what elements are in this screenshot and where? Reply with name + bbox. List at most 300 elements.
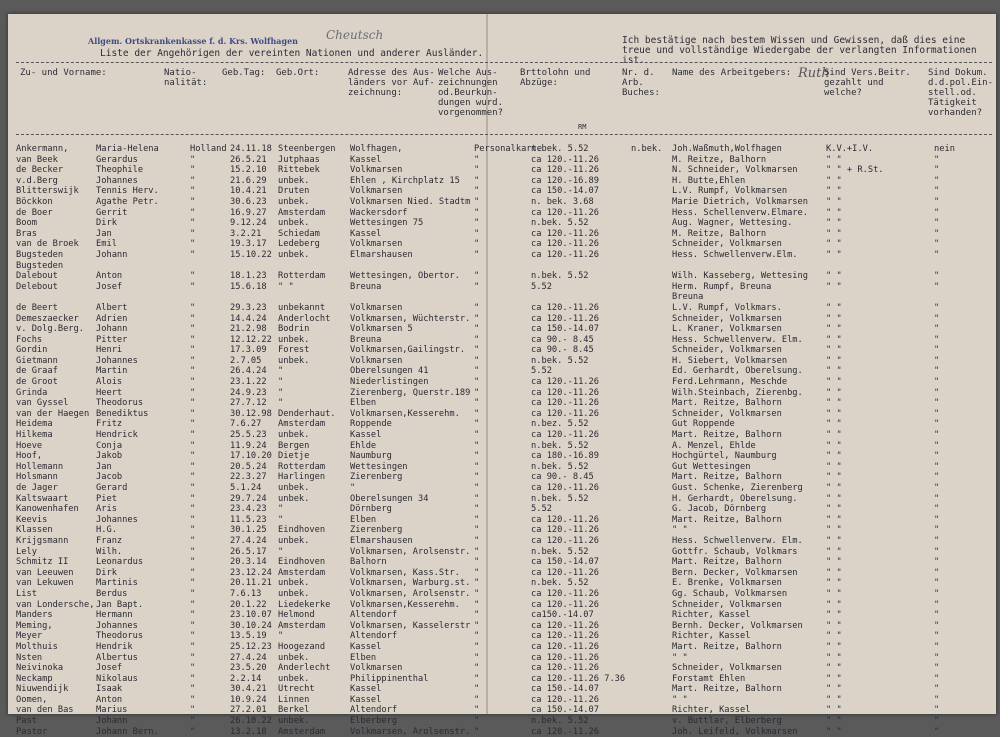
cell-documents: " bbox=[934, 345, 940, 356]
table-row bbox=[16, 483, 996, 494]
cell-address: Naumburg bbox=[350, 451, 392, 462]
cell-employer: L.V. Rumpf, Volkmarsen bbox=[672, 186, 788, 197]
cell-surname: de Beert bbox=[16, 302, 58, 313]
table-row bbox=[16, 589, 996, 600]
cell-surname: van Beek bbox=[16, 154, 58, 165]
cell-nationality: " bbox=[190, 408, 196, 419]
cell-nationality: " bbox=[190, 355, 196, 366]
cell-address: Wettesingen bbox=[350, 461, 408, 472]
cell-remarks: " bbox=[474, 673, 480, 684]
cell-employer: Schneider, Volkmarsen bbox=[672, 345, 782, 356]
cell-surname: Boom bbox=[16, 218, 37, 229]
cell-wage: 5.52 bbox=[531, 281, 552, 292]
cell-contributions: " " bbox=[826, 271, 842, 282]
cell-address: Volkmarsen bbox=[350, 165, 403, 176]
table-row bbox=[16, 324, 996, 335]
cell-wage: ca 150.-14.07 bbox=[531, 324, 599, 335]
cell-remarks: " bbox=[474, 207, 480, 218]
cell-employer: Mart. Reitze, Balhorn bbox=[672, 557, 782, 568]
cell-wage: n.bek. 5.52 bbox=[531, 578, 589, 589]
cell-remarks: " bbox=[474, 239, 480, 250]
cell-surname: Grinda bbox=[16, 387, 48, 398]
cell-wage: ca 120.-11.26 bbox=[531, 652, 599, 663]
cell-documents: " bbox=[934, 716, 940, 727]
cell-firstname: Agathe Petr. bbox=[96, 196, 159, 207]
cell-employer: Richter, Kassel bbox=[672, 705, 751, 716]
cell-contributions: " " bbox=[826, 398, 842, 409]
cell-birthdate: 12.12.22 bbox=[230, 334, 272, 345]
cell-firstname: Dirk bbox=[96, 218, 117, 229]
cell-address: Kassel bbox=[350, 641, 382, 652]
cell-remarks: " bbox=[474, 578, 480, 589]
cell-surname: van de Broek bbox=[16, 239, 79, 250]
cell-remarks: " bbox=[474, 726, 480, 737]
cell-wage: n.bek. 5.52 bbox=[531, 440, 589, 451]
cell-birthdate: 7.6.27 bbox=[230, 419, 262, 430]
cell-firstname: Johann bbox=[96, 324, 128, 335]
cell-surname: Keevis bbox=[16, 514, 48, 525]
cell-contributions: " " bbox=[826, 504, 842, 515]
cell-documents: " bbox=[934, 610, 940, 621]
cell-birthdate: 15.2.10 bbox=[230, 165, 267, 176]
table-row bbox=[16, 705, 996, 716]
cell-firstname: Martinis bbox=[96, 578, 138, 589]
cell-contributions: " " bbox=[826, 196, 842, 207]
cell-birthplace: Eindhoven bbox=[278, 525, 326, 536]
cell-nationality: " bbox=[190, 324, 196, 335]
cell-remarks: " bbox=[474, 366, 480, 377]
cell-birthplace: Schiedam bbox=[278, 228, 320, 239]
cell-remarks: " bbox=[474, 641, 480, 652]
cell-wage: ca 120.-11.26 bbox=[531, 726, 599, 737]
cell-remarks: " bbox=[474, 557, 480, 568]
cell-firstname: Anton bbox=[96, 271, 123, 282]
cell-firstname: Johann Bern. bbox=[96, 726, 159, 737]
cell-nationality: " bbox=[190, 196, 196, 207]
cell-documents: " bbox=[934, 324, 940, 335]
cell-nationality: " bbox=[190, 610, 196, 621]
cell-address: Wettesingen, Obertor. bbox=[350, 271, 460, 282]
cell-documents: " bbox=[934, 514, 940, 525]
cell-employer: G. Jacob, Dörnberg bbox=[672, 504, 767, 515]
cell-address: Wettesingen 75 bbox=[350, 218, 424, 229]
cell-address: Kassel bbox=[350, 684, 382, 695]
cell-wage: n.bek. 5.52 bbox=[531, 218, 589, 229]
table-row bbox=[16, 600, 996, 611]
cell-remarks: " bbox=[474, 694, 480, 705]
table-row bbox=[16, 462, 996, 473]
cell-remarks: " bbox=[474, 483, 480, 493]
cell-birthplace: Amsterdam bbox=[278, 620, 326, 631]
table-row bbox=[16, 239, 996, 250]
cell-surname: Lely bbox=[16, 546, 37, 557]
cell-nationality: " bbox=[190, 207, 196, 218]
cell-documents: " bbox=[934, 271, 940, 282]
cell-firstname: Gerardus bbox=[96, 154, 138, 165]
cell-birthplace: unbek. bbox=[278, 249, 310, 260]
cell-employer: Forstamt Ehlen bbox=[672, 673, 746, 684]
cell-contributions: K.V.+I.V. bbox=[826, 144, 874, 154]
cell-nationality: " bbox=[190, 620, 196, 631]
table-row bbox=[16, 663, 996, 674]
cell-remarks: " bbox=[474, 324, 480, 335]
cell-nationality: " bbox=[190, 281, 196, 292]
cell-birthdate: 15.6.18 bbox=[230, 281, 267, 292]
cell-wage: ca 150.-14.07 bbox=[531, 186, 599, 197]
cell-employer: N. Schneider, Volkmarsen bbox=[672, 165, 798, 176]
cell-wage: ca 120.-11.26 bbox=[531, 567, 599, 578]
cell-firstname: Berdus bbox=[96, 588, 128, 599]
cell-firstname: Pitter bbox=[96, 334, 128, 345]
cell-surname: Bugsteden bbox=[16, 249, 64, 260]
cell-surname: van Londersche, bbox=[16, 599, 95, 610]
cell-surname: Bugsteden bbox=[16, 260, 64, 271]
cell-address: Altendorf bbox=[350, 631, 398, 642]
cell-firstname: Benediktus bbox=[96, 408, 149, 419]
table-row bbox=[16, 314, 996, 325]
cell-birthplace: Harlingen bbox=[278, 472, 326, 483]
cell-remarks: " bbox=[474, 588, 480, 599]
cell-nationality: " bbox=[190, 588, 196, 599]
cell-wage: ca 120.-11.26 bbox=[531, 483, 599, 493]
cell-remarks: " bbox=[474, 631, 480, 642]
document-sheet bbox=[8, 14, 996, 737]
cell-nationality: " bbox=[190, 726, 196, 737]
cell-address: Volkmarsen, Arolsenstr. bbox=[350, 588, 471, 599]
cell-documents: " bbox=[934, 663, 940, 674]
cell-contributions: " " bbox=[826, 525, 842, 536]
cell-contributions: " " bbox=[826, 514, 842, 525]
cell-contributions: " " bbox=[826, 207, 842, 218]
cell-remarks: " bbox=[474, 419, 480, 430]
cell-birthdate: 25.5.23 bbox=[230, 430, 267, 441]
cell-birthplace: Anderlecht bbox=[278, 663, 331, 674]
header-birthplace: Geb.Ort: bbox=[276, 68, 320, 78]
cell-wage: n.bek. 5.52 bbox=[531, 716, 589, 727]
cell-contributions: " " bbox=[826, 302, 842, 313]
cell-birthdate: 29.7.24 bbox=[230, 493, 267, 504]
table-row bbox=[16, 557, 996, 568]
cell-firstname: Tennis Herv. bbox=[96, 186, 159, 197]
cell-surname: Neivinoka bbox=[16, 663, 64, 674]
cell-wage: ca150.-14.07 bbox=[531, 610, 594, 621]
cell-nationality: " bbox=[190, 493, 196, 504]
cell-documents: " bbox=[934, 588, 940, 599]
table-row bbox=[16, 536, 996, 547]
cell-wage: ca 120.-11.26 bbox=[531, 535, 599, 546]
cell-remarks: " bbox=[474, 281, 480, 292]
cell-surname: de Jager bbox=[16, 483, 58, 493]
cell-address: Dörnberg bbox=[350, 504, 392, 515]
cell-documents: " bbox=[934, 239, 940, 250]
cell-address: Volkmarsen, Warburg.st. bbox=[350, 578, 471, 589]
cell-wage: n.bek. 5.52 bbox=[531, 461, 589, 472]
cell-wage: ca 120.-11.26 bbox=[531, 599, 599, 610]
cell-surname: Krijgsmann bbox=[16, 535, 69, 546]
header-wage: Brttolohn und Abzüge: bbox=[520, 68, 591, 88]
cell-surname: Demeszaecker bbox=[16, 313, 79, 324]
cell-address: Kassel bbox=[350, 154, 382, 165]
cell-wage: n.bez. 5.52 bbox=[531, 419, 589, 430]
cell-remarks: " bbox=[474, 451, 480, 462]
table-row bbox=[16, 176, 996, 187]
cell-birthplace: " bbox=[278, 377, 284, 388]
table-row bbox=[16, 419, 996, 430]
cell-documents: " bbox=[934, 631, 940, 642]
cell-documents: " bbox=[934, 726, 940, 737]
cell-contributions: " " bbox=[826, 228, 842, 239]
cell-address: Breuna bbox=[350, 281, 382, 292]
cell-birthdate: 30.4.21 bbox=[230, 684, 267, 695]
cell-surname: de Becker bbox=[16, 165, 64, 176]
cell-firstname: Heert bbox=[96, 387, 123, 398]
cell-documents: " bbox=[934, 175, 940, 186]
cell-employer: " " bbox=[672, 525, 688, 536]
cell-firstname: Jacob bbox=[96, 472, 123, 483]
header-currency: RM bbox=[578, 123, 587, 131]
cell-documents: " bbox=[934, 440, 940, 451]
cell-birthdate: 20.3.14 bbox=[230, 557, 267, 568]
cell-contributions: " " bbox=[826, 588, 842, 599]
cell-address: Volkmarsen, Arolsenstr. bbox=[350, 726, 471, 737]
cell-contributions: " " bbox=[826, 334, 842, 345]
cell-employer: L.V. Rumpf, Volkmars. bbox=[672, 302, 782, 313]
cell-nationality: " bbox=[190, 694, 196, 705]
cell-contributions: " " bbox=[826, 726, 842, 737]
cell-employer: Gottfr. Schaub, Volkmars bbox=[672, 546, 798, 557]
cell-documents: " bbox=[934, 620, 940, 631]
cell-employer: Mart. Reitze, Balhorn bbox=[672, 430, 782, 441]
cell-wage: ca 150.-14.07 bbox=[531, 684, 599, 695]
cell-birthdate: 16.9.27 bbox=[230, 207, 267, 218]
cell-birthplace: " " bbox=[278, 281, 294, 292]
cell-firstname: Johann bbox=[96, 249, 128, 260]
cell-nationality: " bbox=[190, 366, 196, 377]
cell-birthplace: " bbox=[278, 514, 284, 525]
cell-nationality: " bbox=[190, 398, 196, 409]
cell-birthplace: Utrecht bbox=[278, 684, 315, 695]
cell-birthdate: 26.5.21 bbox=[230, 154, 267, 165]
cell-documents: " bbox=[934, 419, 940, 430]
cell-nationality: " bbox=[190, 302, 196, 313]
cell-contributions: " " bbox=[826, 175, 842, 186]
cell-firstname: Theodorus bbox=[96, 398, 144, 409]
cell-contributions: " " + R.St. bbox=[826, 165, 884, 176]
header-birthdate: Geb.Tag: bbox=[222, 68, 266, 78]
cell-employer: H. Siebert, Volkmarsen bbox=[672, 355, 788, 366]
cell-firstname: Albertus bbox=[96, 652, 138, 663]
cell-documents: " bbox=[934, 599, 940, 610]
cell-remarks: " bbox=[474, 684, 480, 695]
cell-birthplace: Amsterdam bbox=[278, 726, 326, 737]
table-row bbox=[16, 218, 996, 229]
cell-firstname: Leonardus bbox=[96, 557, 144, 568]
cell-birthplace: unbek. bbox=[278, 578, 310, 589]
cell-firstname: Hendrik bbox=[96, 641, 133, 652]
cell-book-nr: n.bek. bbox=[631, 144, 663, 154]
cell-employer: Hochgürtel, Naumburg bbox=[672, 451, 777, 462]
cell-address: Elmarshausen bbox=[350, 249, 413, 260]
cell-birthdate: 14.4.24 bbox=[230, 313, 267, 324]
cell-employer: v. Buttlar, Elberberg bbox=[672, 716, 782, 727]
cell-contributions: " " bbox=[826, 218, 842, 229]
cell-address: Ehlen , Kirchplatz 15 bbox=[350, 175, 460, 186]
cell-firstname: Johannes bbox=[96, 514, 138, 525]
cell-birthdate: 10.4.21 bbox=[230, 186, 267, 197]
cell-nationality: " bbox=[190, 663, 196, 674]
header-bottom-rule bbox=[16, 134, 992, 135]
cell-birthplace: " bbox=[278, 387, 284, 398]
cell-nationality: " bbox=[190, 451, 196, 462]
cell-birthdate: 9.12.24 bbox=[230, 218, 267, 229]
cell-documents: " bbox=[934, 165, 940, 176]
cell-remarks: " bbox=[474, 249, 480, 260]
cell-documents: " bbox=[934, 408, 940, 419]
cell-birthdate: 17.3.09 bbox=[230, 345, 267, 356]
cell-remarks: " bbox=[474, 302, 480, 313]
cell-contributions: " " bbox=[826, 313, 842, 324]
cell-remarks: " bbox=[474, 705, 480, 716]
cell-surname: Oomen, bbox=[16, 694, 48, 705]
cell-address: Wolfhagen, bbox=[350, 144, 403, 154]
cell-contributions: " " bbox=[826, 281, 842, 292]
header-name: Zu- und Vorname: bbox=[20, 68, 107, 78]
cell-birthplace: Berkel bbox=[278, 705, 310, 716]
cell-birthplace: Hoogezand bbox=[278, 641, 326, 652]
cell-birthdate: 20.5.24 bbox=[230, 461, 267, 472]
cell-employer: Schneider, Volkmarsen bbox=[672, 663, 782, 674]
cell-birthplace: Rotterdam bbox=[278, 461, 326, 472]
cell-contributions: " " bbox=[826, 377, 842, 388]
cell-birthdate: 20.11.21 bbox=[230, 578, 272, 589]
table-row bbox=[16, 695, 996, 706]
cell-employer: Wilh.Steinbach, Zierenbg. bbox=[672, 387, 803, 398]
cell-remarks: " bbox=[474, 313, 480, 324]
cell-birthdate: 25.12.23 bbox=[230, 641, 272, 652]
table-row bbox=[16, 335, 996, 346]
cell-employer: H. Butte,Ehlen bbox=[672, 175, 746, 186]
cell-surname: Böckkon bbox=[16, 196, 53, 207]
table-row bbox=[16, 568, 996, 579]
cell-surname: Hoeve bbox=[16, 440, 43, 451]
cell-firstname: Nikolaus bbox=[96, 673, 138, 684]
cell-wage: ca 90.- 8.45 bbox=[531, 472, 594, 483]
cell-firstname: Albert bbox=[96, 302, 128, 313]
cell-wage: ca 150.-14.07 bbox=[531, 705, 599, 716]
cell-contributions: " " bbox=[826, 705, 842, 716]
cell-address: Volkmarsen, Kasselerstr bbox=[350, 620, 471, 631]
cell-contributions: " " bbox=[826, 546, 842, 557]
cell-wage: ca 120.-11.26 bbox=[531, 154, 599, 165]
cell-remarks: " bbox=[474, 504, 480, 515]
cell-remarks: " bbox=[474, 652, 480, 663]
cell-employer: Marie Dietrich, Volkmarsen bbox=[672, 196, 808, 207]
header-documents: Sind Dokum. d.d.pol.Ein- stell.od. Tätigkeit vorhanden? bbox=[928, 68, 994, 118]
cell-employer: Hess. Schwellenverw. Elm. bbox=[672, 334, 803, 345]
cell-employer: Mart. Reitze, Balhorn bbox=[672, 684, 782, 695]
cell-nationality: " bbox=[190, 249, 196, 260]
table-row bbox=[16, 144, 996, 155]
cell-remarks: " bbox=[474, 154, 480, 165]
cell-nationality: " bbox=[190, 631, 196, 642]
cell-address: " bbox=[350, 483, 356, 493]
cell-firstname: Johannes bbox=[96, 175, 138, 186]
table-row bbox=[16, 261, 996, 272]
cell-surname: v. Dolg.Berg. bbox=[16, 324, 84, 335]
cell-firstname: Dirk bbox=[96, 567, 117, 578]
table-row bbox=[16, 250, 996, 261]
cell-remarks: " bbox=[474, 461, 480, 472]
cell-employer: M. Reitze, Balhorn bbox=[672, 228, 767, 239]
cell-birthplace: unbek. bbox=[278, 716, 310, 727]
handwritten-signature-top: Cheutsch bbox=[326, 28, 384, 42]
cell-remarks: " bbox=[474, 186, 480, 197]
cell-nationality: " bbox=[190, 705, 196, 716]
cell-documents: " bbox=[934, 673, 940, 684]
cell-surname: Hollemann bbox=[16, 461, 64, 472]
table-row bbox=[16, 631, 996, 642]
cell-employer: M. Reitze, Balhorn bbox=[672, 154, 767, 165]
cell-contributions: " " bbox=[826, 419, 842, 430]
cell-documents: " bbox=[934, 557, 940, 568]
table-row bbox=[16, 229, 996, 240]
cell-wage: ca 120.-11.26 bbox=[531, 408, 599, 419]
cell-birthdate: 2.2.14 bbox=[230, 673, 262, 684]
cell-documents: " bbox=[934, 218, 940, 229]
table-row bbox=[16, 292, 996, 303]
table-row bbox=[16, 377, 996, 388]
cell-birthplace: Anderlocht bbox=[278, 313, 331, 324]
table-row bbox=[16, 186, 996, 197]
cell-firstname: Hendrick bbox=[96, 430, 138, 441]
cell-wage: n.bek. 5.52 bbox=[531, 271, 589, 282]
cell-remarks: " bbox=[474, 620, 480, 631]
cell-employer: Hess. Schwellenverw.Elm. bbox=[672, 249, 798, 260]
cell-contributions: " " bbox=[826, 620, 842, 631]
cell-surname: Nsten bbox=[16, 652, 43, 663]
office-stamp: Allgem. Ortskrankenkasse f. d. Krs. Wolfhagen bbox=[88, 36, 298, 46]
cell-birthdate: 20.1.22 bbox=[230, 599, 267, 610]
cell-birthdate: 27.4.24 bbox=[230, 652, 267, 663]
cell-documents: " bbox=[934, 641, 940, 652]
cell-nationality: " bbox=[190, 567, 196, 578]
cell-address: Altendorf bbox=[350, 610, 398, 621]
cell-birthdate: 30.10.24 bbox=[230, 620, 272, 631]
cell-employer: Gust. Schenke, Zierenberg bbox=[672, 483, 803, 493]
cell-firstname: Fritz bbox=[96, 419, 123, 430]
cell-address: Volkmarsen, Kass.Str. bbox=[350, 567, 460, 578]
cell-firstname: Jakob bbox=[96, 451, 123, 462]
cell-surname: Bras bbox=[16, 228, 37, 239]
cell-documents: " bbox=[934, 472, 940, 483]
cell-address: Elben bbox=[350, 514, 377, 525]
cell-nationality: " bbox=[190, 154, 196, 165]
cell-surname: Pastor bbox=[16, 726, 48, 737]
cell-wage: n.bek. 5.52 bbox=[531, 144, 589, 154]
cell-surname: van den Bas bbox=[16, 705, 74, 716]
cell-firstname: Maria-Helena bbox=[96, 144, 159, 154]
cell-employer: Bern. Decker, Volkmarsen bbox=[672, 567, 798, 578]
cell-address: Volkmarsen bbox=[350, 355, 403, 366]
cell-contributions: " " bbox=[826, 684, 842, 695]
cell-nationality: " bbox=[190, 504, 196, 515]
cell-contributions: " " bbox=[826, 345, 842, 356]
cell-surname: Kanowenhafen bbox=[16, 504, 79, 515]
cell-surname: Holsmann bbox=[16, 472, 58, 483]
cell-birthdate: 5.1.24 bbox=[230, 483, 262, 493]
cell-employer: Schneider, Volkmarsen bbox=[672, 408, 782, 419]
cell-employer: Bernh. Decker, Volkmarsen bbox=[672, 620, 803, 631]
